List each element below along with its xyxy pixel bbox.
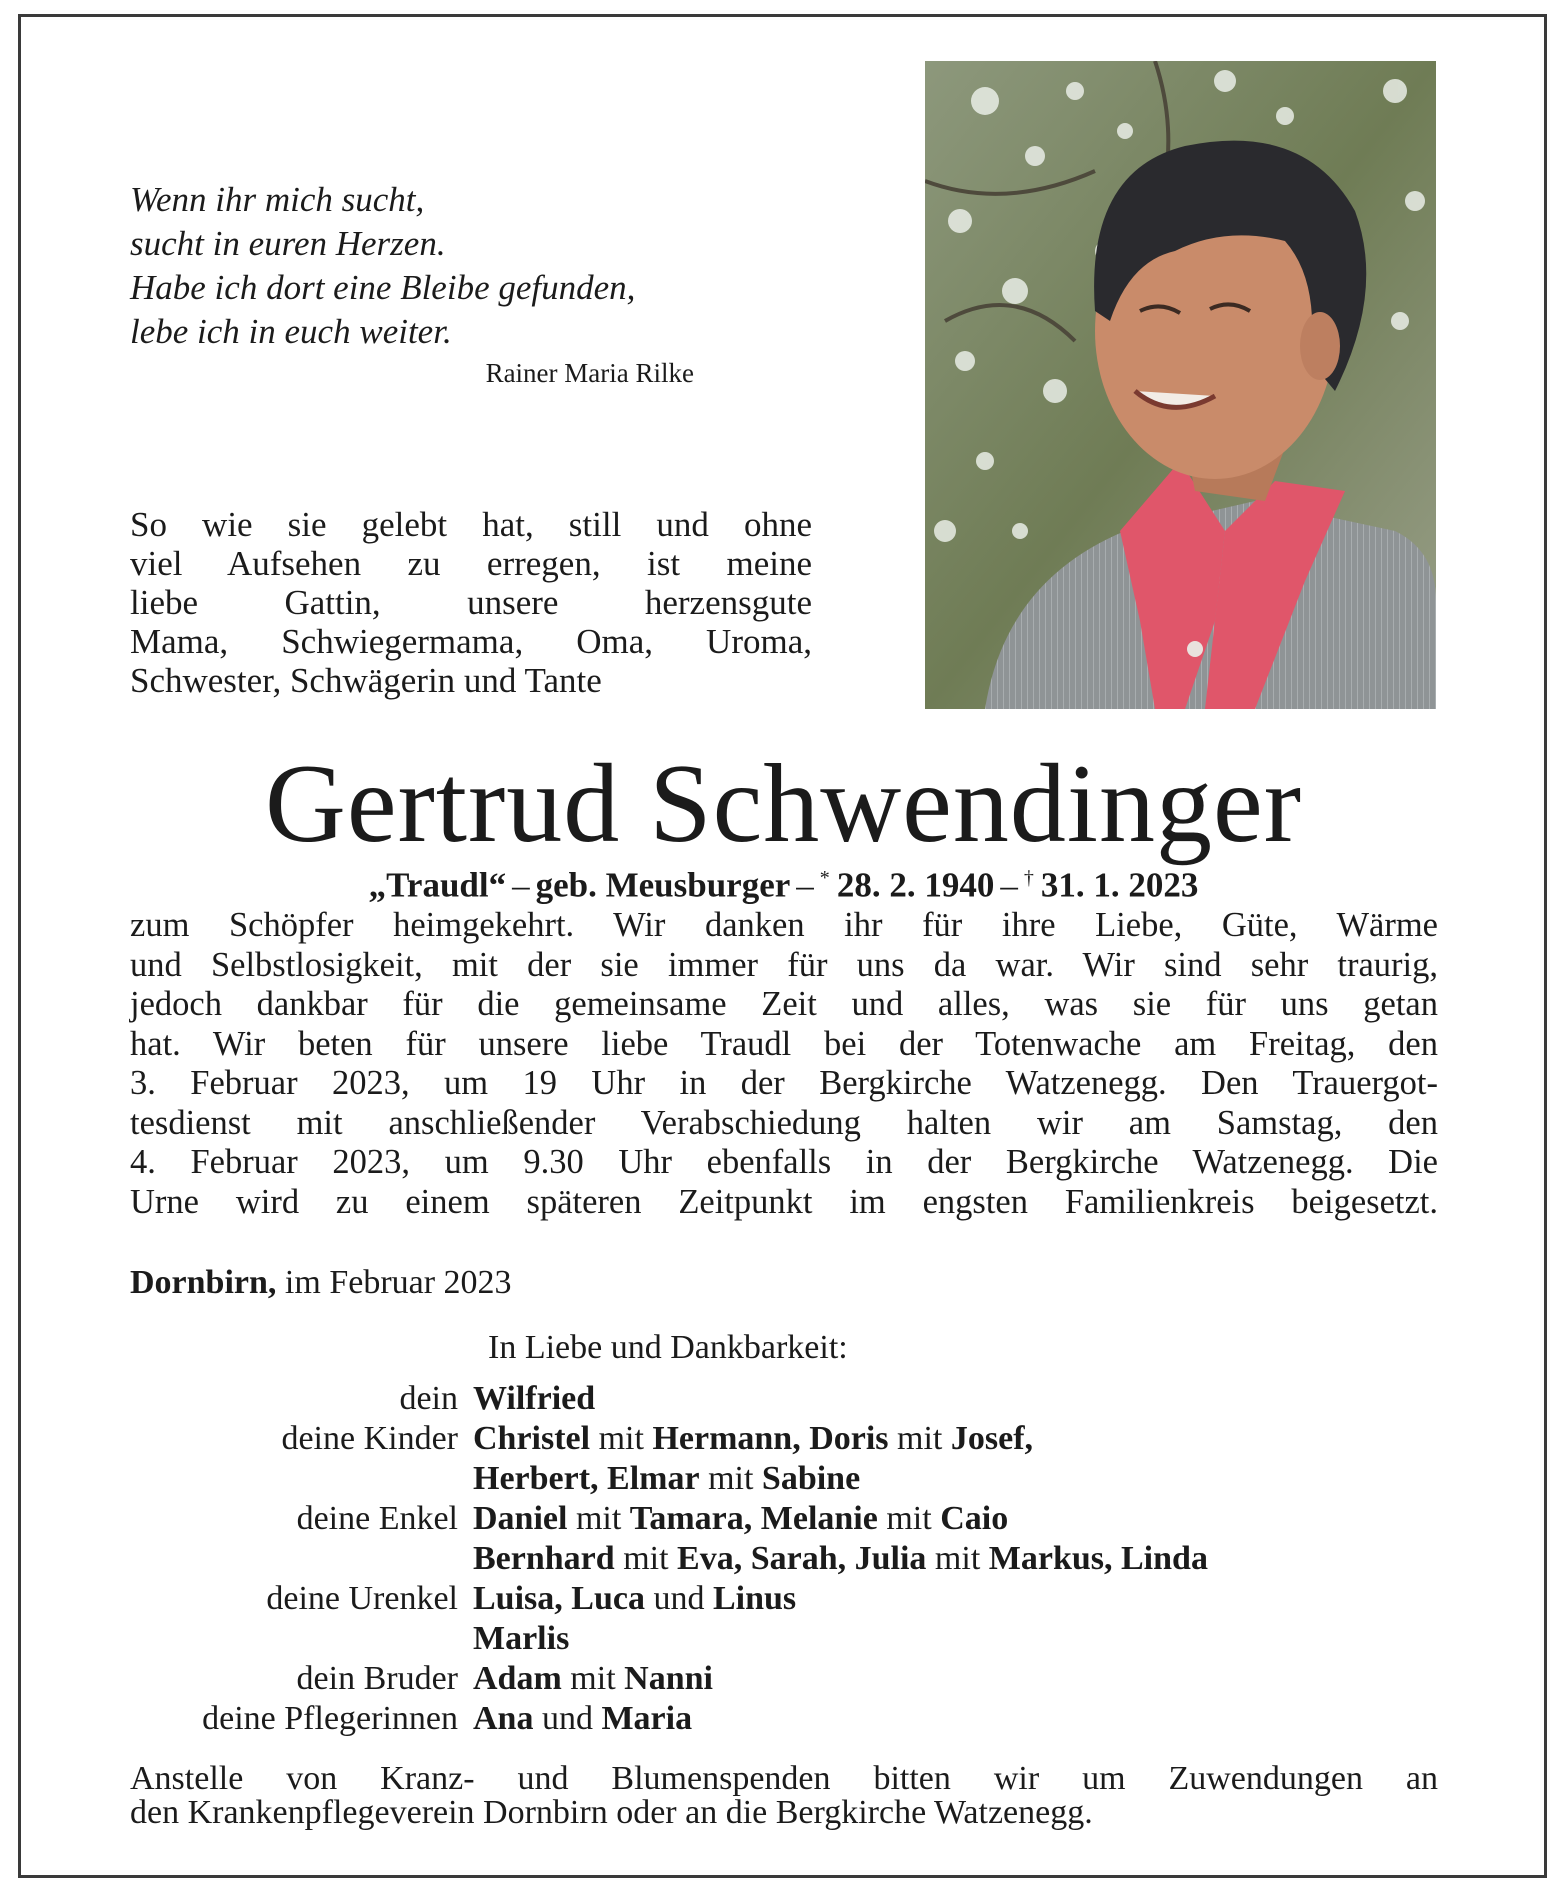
family-list	[80, 1379, 1480, 1739]
family-names	[473, 1539, 1480, 1579]
separator: –	[1000, 865, 1018, 905]
family-connector: mit	[614, 1540, 678, 1577]
rilke-quote	[130, 178, 730, 354]
family-row	[80, 1419, 1480, 1459]
main-line: jedoch dankbar für die gemeinsame Zeit und alles, was sie für uns getan	[130, 985, 1438, 1023]
family-member-name: Marlis	[473, 1620, 570, 1657]
family-row	[80, 1459, 1480, 1499]
family-relation	[80, 1539, 473, 1579]
family-member-name: Tamara, Melanie	[629, 1500, 878, 1537]
life-dates-line	[0, 856, 1567, 908]
family-relation: deine Pflegerinnen	[202, 1700, 458, 1737]
main-line: zum Schöpfer heimgekehrt. Wir danken ihr für ihre Liebe, Güte, Wärme	[130, 906, 1438, 944]
death-date: 31. 1. 2023	[1040, 865, 1199, 905]
nickname: „Traudl“	[368, 865, 507, 905]
family-member-name: Eva, Sarah, Julia	[677, 1540, 927, 1577]
portrait-photo	[925, 61, 1436, 709]
place-month: im Februar 2023	[284, 1264, 512, 1301]
separator: –	[796, 865, 814, 905]
family-member-name: Hermann, Doris	[652, 1420, 889, 1457]
family-member-name: Nanni	[624, 1660, 713, 1697]
family-relation	[80, 1459, 473, 1499]
family-member-name: Adam	[473, 1660, 562, 1697]
family-row	[80, 1619, 1480, 1659]
intro-paragraph	[130, 505, 812, 700]
family-member-name: Luisa, Luca	[473, 1580, 645, 1617]
intro-line: Schwester, Schwägerin und Tante	[130, 661, 602, 700]
family-connector: und	[644, 1580, 713, 1617]
family-names	[473, 1579, 1480, 1619]
family-member-name: Maria	[601, 1700, 693, 1737]
closing-line: den Krankenpflegeverein Dornbirn oder an die Bergkirche Watzenegg.	[130, 1794, 1093, 1831]
family-connector: mit	[567, 1500, 630, 1537]
family-member-name: Caio	[940, 1500, 1009, 1537]
family-connector: mit	[877, 1500, 941, 1537]
family-connector: mit	[561, 1660, 625, 1697]
birth-date: 28. 2. 1940	[836, 865, 995, 905]
family-member-name: Daniel	[473, 1500, 568, 1537]
love-line: In Liebe und Dankbarkeit:	[488, 1329, 848, 1366]
main-line: und Selbstlosigkeit, mit der sie immer für uns da war. Wir sind sehr traurig,	[130, 945, 1438, 984]
intro-line: Mama, Schwiegermama, Oma, Uroma,	[130, 622, 812, 661]
family-row	[80, 1539, 1480, 1579]
family-row	[80, 1579, 1480, 1619]
family-relation: dein	[399, 1380, 458, 1417]
family-relation: deine Kinder	[281, 1420, 458, 1457]
separator: –	[512, 865, 530, 905]
family-row	[80, 1699, 1480, 1739]
intro-line: viel Aufsehen zu erregen, ist meine	[130, 544, 812, 583]
family-names	[473, 1459, 1480, 1499]
family-row	[80, 1499, 1480, 1539]
main-line: 4. Februar 2023, um 9.30 Uhr ebenfalls in der Bergkirche Watzenegg. Die	[130, 1143, 1438, 1181]
quote-line: lebe ich in euch weiter.	[130, 312, 452, 351]
family-relation: deine Enkel	[296, 1500, 458, 1537]
family-member-name: Markus, Linda	[988, 1540, 1208, 1577]
family-member-name: Ana	[473, 1700, 534, 1737]
birth-name: geb. Meusburger	[535, 865, 791, 905]
quote-line: Habe ich dort eine Bleibe gefunden,	[130, 268, 636, 307]
family-row	[80, 1659, 1480, 1699]
closing-line: Anstelle von Kranz- und Blumenspenden bitten wir um Zuwendungen an	[130, 1760, 1438, 1797]
intro-line: So wie sie gelebt hat, still und ohne	[130, 505, 812, 544]
family-relation: deine Urenkel	[266, 1580, 458, 1617]
family-names	[473, 1659, 1480, 1699]
family-names	[473, 1619, 1480, 1659]
closing-paragraph	[130, 1762, 1438, 1830]
quote-line: sucht in euren Herzen.	[130, 224, 446, 263]
deceased-name: Gertrud Schwendinger	[264, 742, 1303, 866]
main-line: hat. Wir beten für unsere liebe Traudl bei der Totenwache am Freitag, den	[130, 1024, 1438, 1063]
family-names	[473, 1419, 1480, 1459]
family-relation: dein Bruder	[296, 1660, 458, 1697]
button	[1187, 641, 1203, 657]
birth-symbol: *	[819, 867, 830, 889]
family-member-name: Christel	[473, 1420, 591, 1457]
family-connector: und	[533, 1700, 602, 1737]
main-line: Urne wird zu einem späteren Zeitpunkt im engsten Familienkreis beigesetzt.	[130, 1182, 1438, 1221]
family-member-name: Bernhard	[473, 1540, 615, 1577]
portrait-illustration	[925, 61, 1436, 709]
death-symbol: †	[1023, 867, 1034, 889]
place-city: Dornbirn,	[130, 1264, 277, 1301]
family-member-name: Wilfried	[473, 1380, 596, 1417]
family-connector: mit	[926, 1540, 989, 1577]
family-relation	[80, 1619, 473, 1659]
ear	[1300, 312, 1340, 380]
family-member-name: Sabine	[761, 1460, 861, 1497]
family-connector: mit	[590, 1420, 653, 1457]
main-line: 3. Februar 2023, um 19 Uhr in der Bergkirche Watzenegg. Den Trauergot-	[130, 1064, 1438, 1102]
family-names	[473, 1379, 1480, 1419]
quote-author: Rainer Maria Rilke	[485, 358, 694, 388]
place-date	[130, 1263, 512, 1303]
quote-line: Wenn ihr mich sucht,	[130, 180, 425, 219]
family-member-name: Herbert, Elmar	[473, 1460, 700, 1497]
family-names	[473, 1699, 1480, 1739]
family-names	[473, 1499, 1480, 1539]
family-member-name: Linus	[712, 1580, 797, 1617]
family-row	[80, 1379, 1480, 1419]
main-paragraph	[130, 906, 1438, 1222]
main-line: tesdienst mit anschließender Verabschiedung halten wir am Samstag, den	[130, 1103, 1438, 1142]
family-connector: mit	[699, 1460, 762, 1497]
family-member-name: Josef,	[950, 1420, 1034, 1457]
intro-line: liebe Gattin, unsere herzensgute	[130, 583, 812, 622]
family-connector: mit	[888, 1420, 951, 1457]
